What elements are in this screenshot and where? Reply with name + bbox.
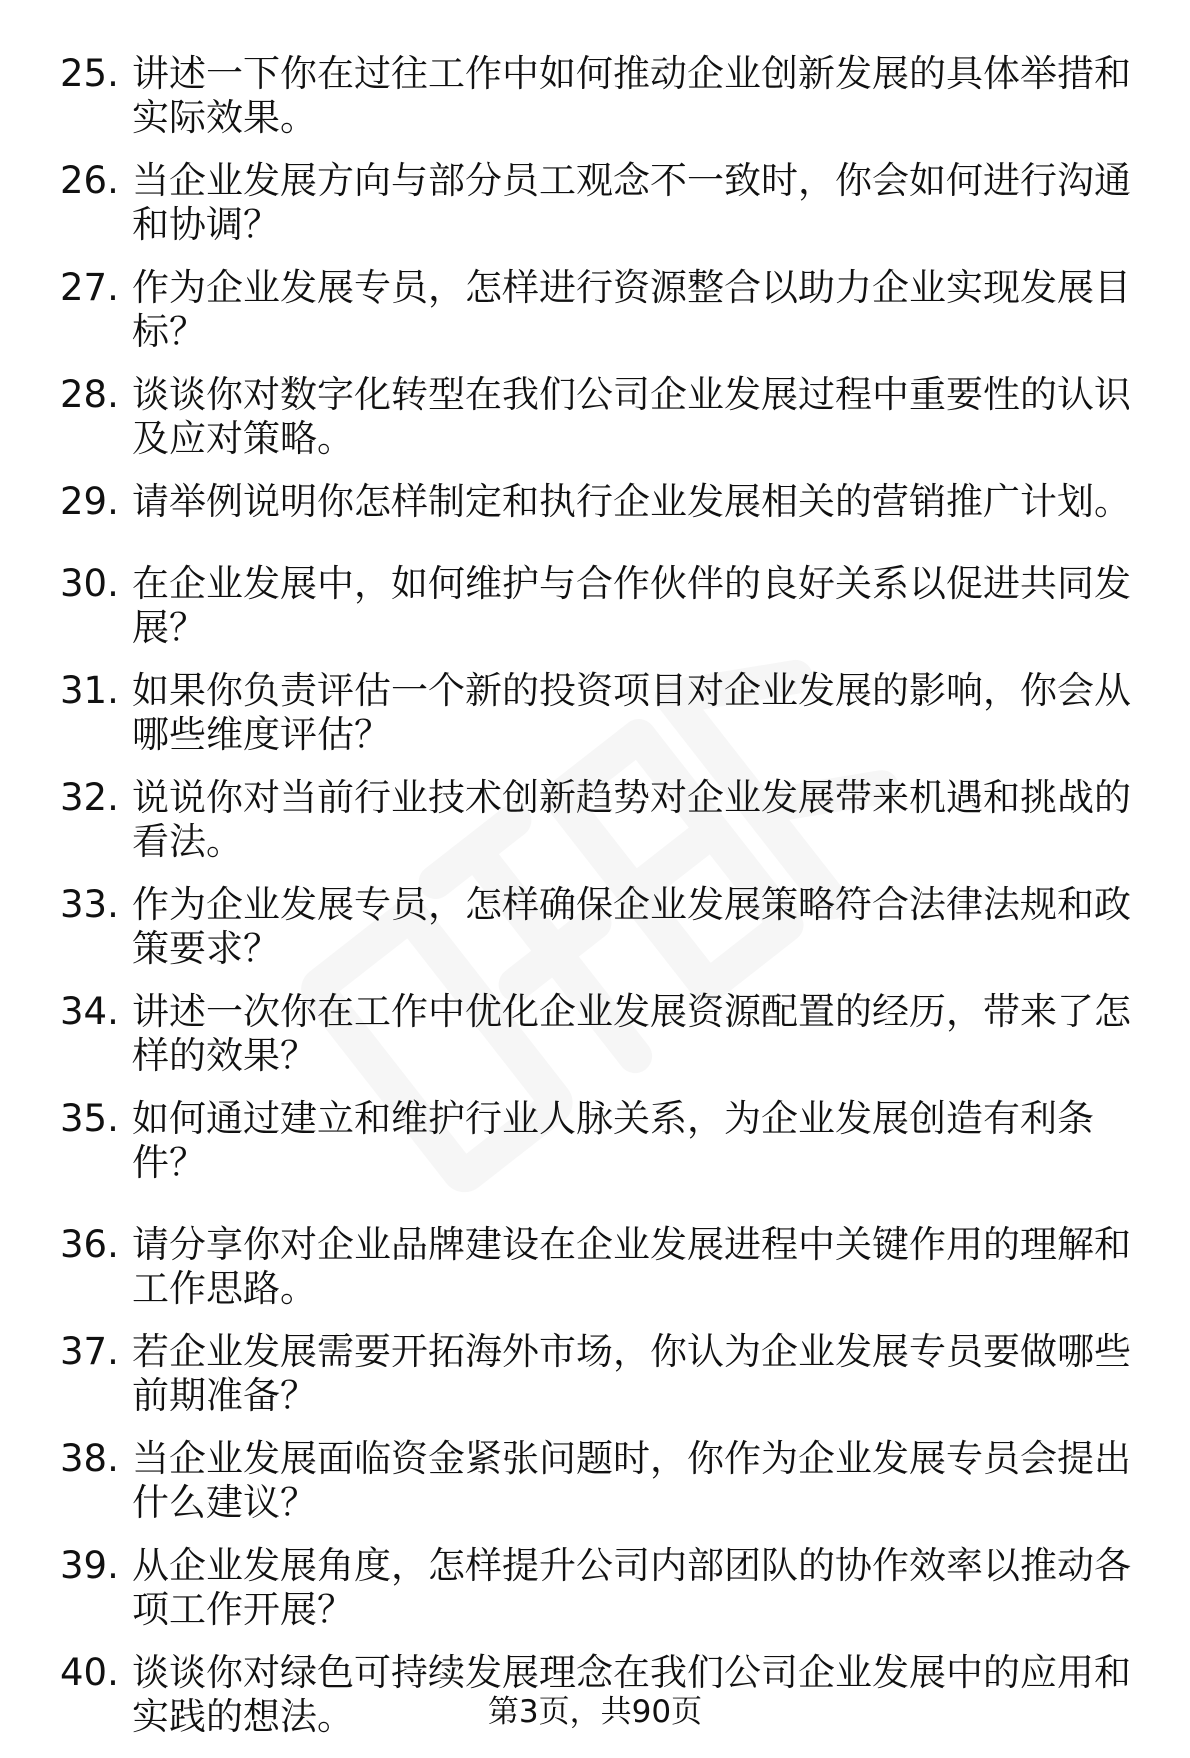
question-item — [60, 562, 1150, 650]
question-item — [60, 373, 1150, 461]
question-text: 讲述一次你在工作中优化企业发展资源配置的经历，带来了怎样的效果？ — [132, 990, 1131, 1077]
question-number: 32. — [60, 776, 119, 819]
question-number: 27. — [60, 266, 119, 309]
question-number: 33. — [60, 883, 119, 926]
question-text: 从企业发展角度，怎样提升公司内部团队的协作效率以推动各项工作开展？ — [132, 1544, 1131, 1631]
question-text: 作为企业发展专员，怎样进行资源整合以助力企业实现发展目标？ — [132, 266, 1131, 353]
question-text: 当企业发展方向与部分员工观念不一致时，你会如何进行沟通和协调？ — [132, 159, 1131, 246]
question-text: 请举例说明你怎样制定和执行企业发展相关的营销推广计划。 — [132, 480, 1131, 523]
question-number: 29. — [60, 480, 119, 523]
question-text: 作为企业发展专员，怎样确保企业发展策略符合法律法规和政策要求？ — [132, 883, 1131, 970]
question-text: 说说你对当前行业技术创新趋势对企业发展带来机遇和挑战的看法。 — [132, 776, 1131, 863]
question-number: 35. — [60, 1097, 119, 1140]
question-number: 28. — [60, 373, 119, 416]
question-number: 39. — [60, 1544, 119, 1587]
question-item — [60, 480, 1150, 524]
question-number: 34. — [60, 990, 119, 1033]
question-number: 36. — [60, 1223, 119, 1266]
question-list — [60, 52, 1150, 1758]
question-item — [60, 159, 1150, 247]
question-number: 25. — [60, 52, 119, 95]
question-item — [60, 1330, 1150, 1418]
question-text: 谈谈你对绿色可持续发展理念在我们公司企业发展中的应用和实践的想法。 — [132, 1651, 1131, 1738]
question-item — [60, 1437, 1150, 1525]
question-item — [60, 1223, 1150, 1311]
question-text: 请分享你对企业品牌建设在企业发展进程中关键作用的理解和工作思路。 — [132, 1223, 1131, 1310]
question-item — [60, 52, 1150, 140]
question-item — [60, 1544, 1150, 1632]
question-text: 当企业发展面临资金紧张问题时，你作为企业发展专员会提出什么建议？ — [132, 1437, 1131, 1524]
question-item — [60, 1097, 1150, 1185]
question-item — [60, 266, 1150, 354]
question-text: 谈谈你对数字化转型在我们公司企业发展过程中重要性的认识及应对策略。 — [132, 373, 1131, 460]
question-number: 37. — [60, 1330, 119, 1373]
question-item — [60, 883, 1150, 971]
question-number: 31. — [60, 669, 119, 712]
page-number-footer: 第3页，共90页 — [487, 1694, 703, 1730]
question-item — [60, 669, 1150, 757]
question-number: 30. — [60, 562, 119, 605]
question-number: 40. — [60, 1651, 119, 1694]
question-number: 26. — [60, 159, 119, 202]
question-text: 讲述一下你在过往工作中如何推动企业创新发展的具体举措和实际效果。 — [132, 52, 1131, 139]
question-text: 在企业发展中，如何维护与合作伙伴的良好关系以促进共同发展？ — [132, 562, 1131, 649]
question-item — [60, 990, 1150, 1078]
question-number: 38. — [60, 1437, 119, 1480]
question-item — [60, 776, 1150, 864]
question-text: 若企业发展需要开拓海外市场，你认为企业发展专员要做哪些前期准备？ — [132, 1330, 1131, 1417]
question-text: 如果你负责评估一个新的投资项目对企业发展的影响，你会从哪些维度评估？ — [132, 669, 1131, 756]
question-text: 如何通过建立和维护行业人脉关系，为企业发展创造有利条件？ — [132, 1097, 1094, 1184]
